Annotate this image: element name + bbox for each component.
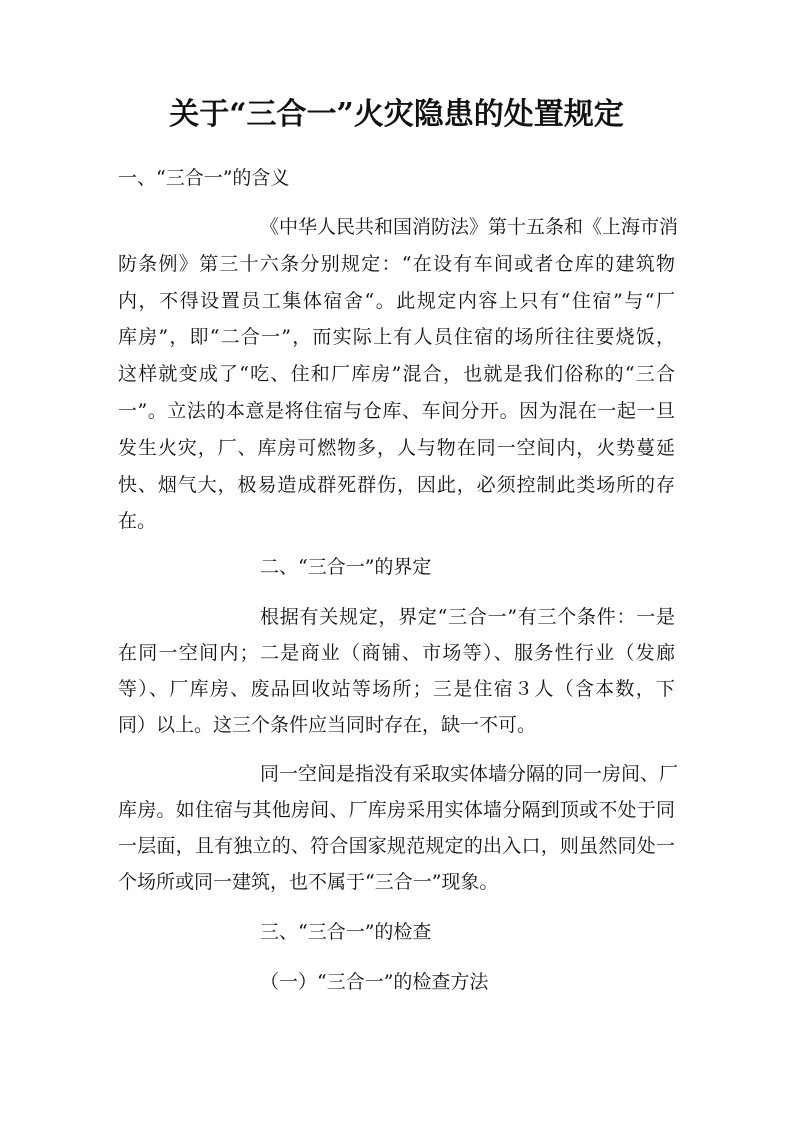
paragraph-criteria bbox=[118, 599, 675, 743]
paragraph-line: 《中华人民共和国消防法》第十五条和《上海市消 bbox=[260, 216, 679, 238]
document-title: 关于“三合一”火灾隐患的处置规定 bbox=[169, 97, 624, 132]
section-subheading: （一）“三合一”的检查方法 bbox=[260, 971, 489, 993]
section-heading-1: 一、“三合一”的含义 bbox=[118, 167, 290, 189]
paragraph-line: 一”。立法的本意是将住宿与仓库、车间分开。因为混在一起一旦 bbox=[118, 399, 675, 422]
paragraph-definition bbox=[118, 209, 679, 540]
section-heading-3: 三、“三合一”的检查 bbox=[260, 921, 432, 943]
section-heading-2: 二、“三合一”的界定 bbox=[260, 556, 432, 578]
paragraph-line: 库房。如住宿与其他房间、厂库房采用实体墙分隔到顶或不处于同 bbox=[118, 799, 675, 821]
paragraph-line: 发生火灾，厂、库房可燃物多，人与物在同一空间内，火势蔓延 bbox=[118, 436, 675, 459]
paragraph-line: 内，不得设置员工集体宿舍“。此规定内容上只有“住宿”与“厂 bbox=[118, 289, 675, 312]
paragraph-line: 在。 bbox=[118, 510, 157, 533]
paragraph-line: 在同一空间内；二是商业（商铺、市场等）、服务性行业（发廊 bbox=[118, 642, 675, 664]
paragraph-line: 等）、厂库房、废品回收站等场所；三是住宿３人（含本数，下 bbox=[118, 678, 675, 700]
paragraph-line: 快、烟气大，极易造成群死群伤，因此，必须控制此类场所的存 bbox=[118, 473, 675, 496]
paragraph-same-space bbox=[118, 756, 679, 900]
paragraph-line: 库房”，即“二合一”，而实际上有人员住宿的场所往往要烧饭， bbox=[118, 326, 675, 349]
paragraph-line: 同）以上。这三个条件应当同时存在，缺一不可。 bbox=[118, 714, 537, 736]
paragraph-line: 这样就变成了“吃、住和厂库房”混合，也就是我们俗称的“三合 bbox=[118, 363, 675, 386]
paragraph-line: 防条例》第三十六条分别规定：“在设有车间或者仓库的建筑物 bbox=[118, 252, 675, 275]
paragraph-line: 同一空间是指没有采取实体墙分隔的同一房间、厂 bbox=[260, 763, 679, 785]
paragraph-line: 根据有关规定，界定“三合一”有三个条件：一是 bbox=[260, 606, 675, 628]
paragraph-line: 一层面，且有独立的、符合国家规范规定的出入口，则虽然同处一 bbox=[118, 835, 675, 857]
paragraph-line: 个场所或同一建筑，也不属于“三合一”现象。 bbox=[118, 871, 499, 893]
